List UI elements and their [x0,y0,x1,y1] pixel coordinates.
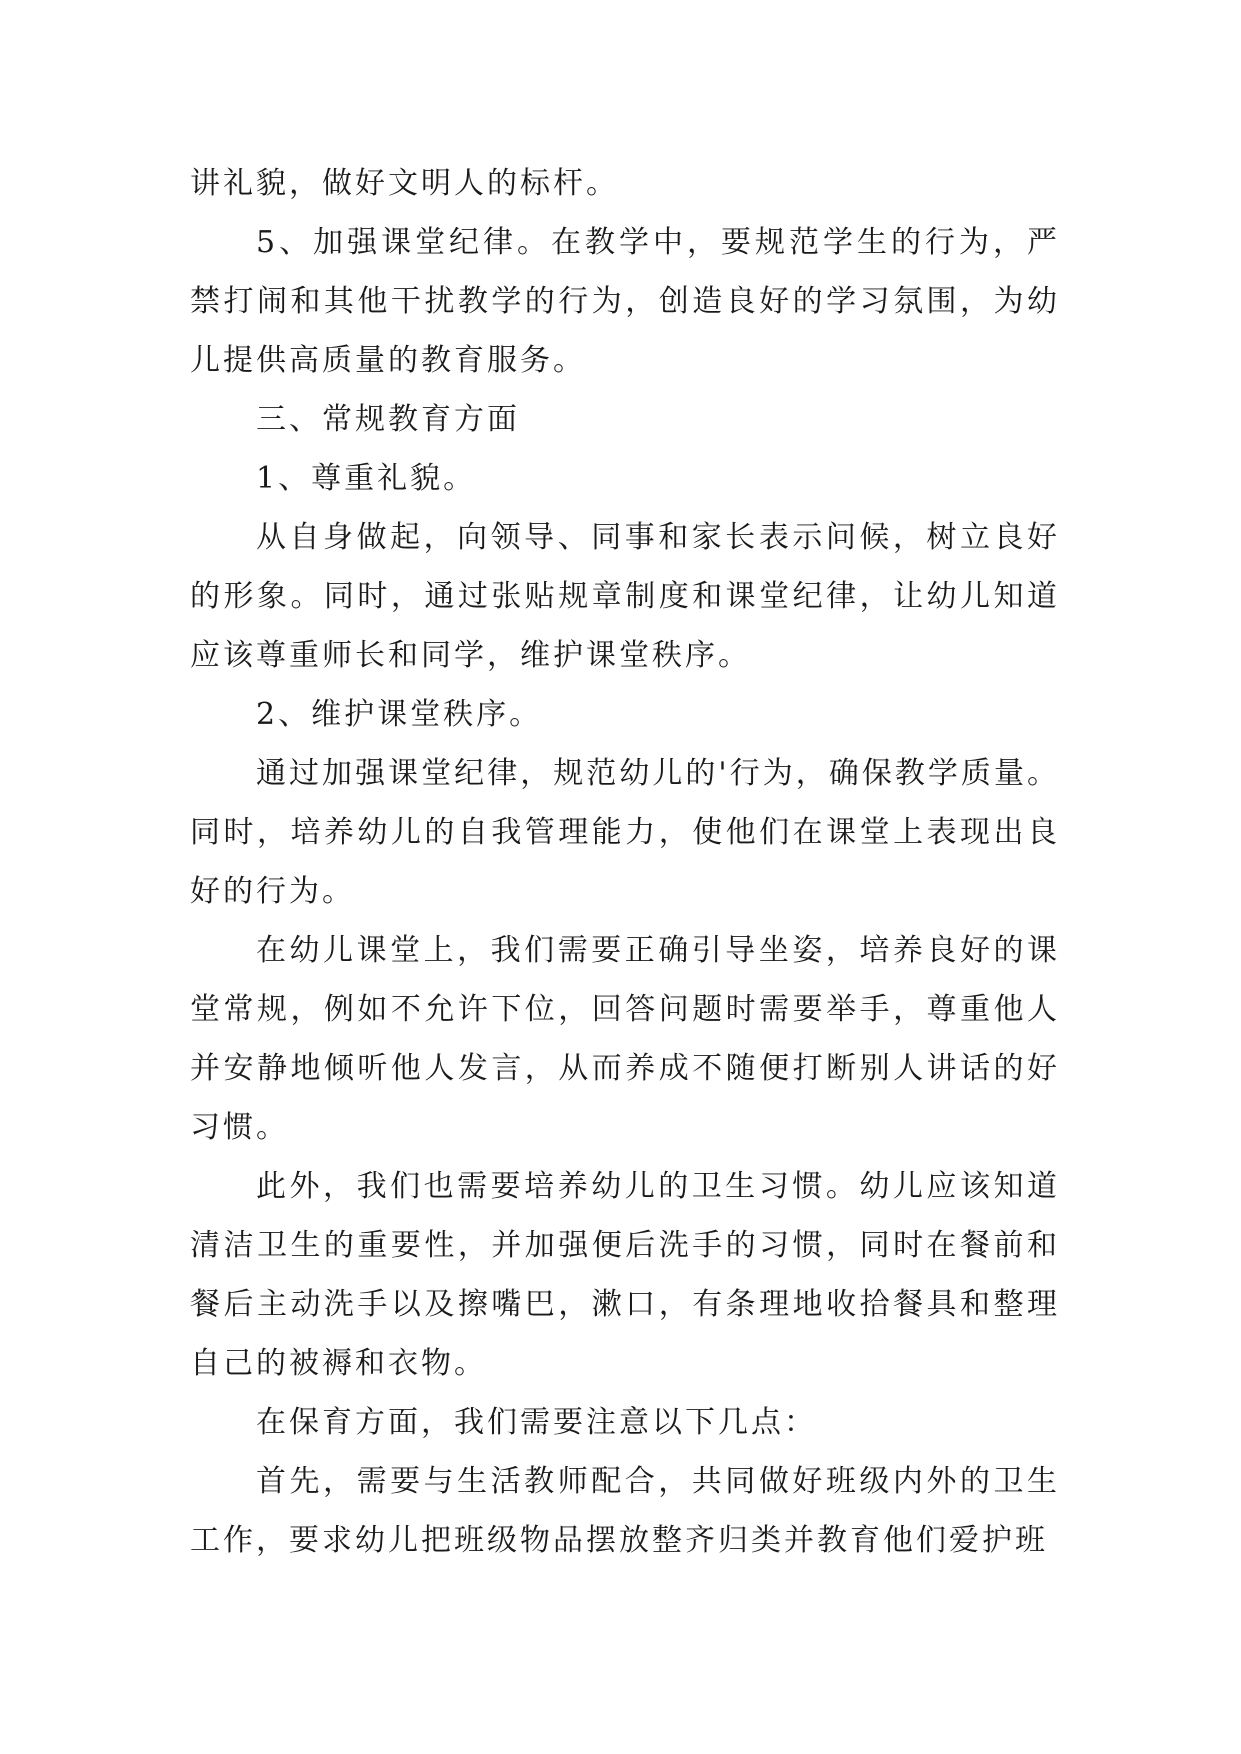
subheading-2: 2、维护课堂秩序。 [256,697,543,732]
paragraph-classroom: 在幼儿课堂上，我们需要正确引导坐姿，培养良好的课堂常规，例如不允许下位，回答问题时需要举手，尊重他人并安静地倾听他人发言，从而养成不随便打断别人讲话的好习惯。 [190,933,1060,1145]
paragraph-respect: 从自身做起，向领导、同事和家长表示问候，树立良好的形象。同时，通过张贴规章制度和课堂纪律，让幼儿知道应该尊重师长和同学，维护课堂秩序。 [190,520,1060,673]
paragraph-hygiene: 此外，我们也需要培养幼儿的卫生习惯。幼儿应该知道清洁卫生的重要性，并加强便后洗手的习惯，同时在餐前和餐后主动洗手以及擦嘴巴，漱口，有条理地收拾餐具和整理自己的被褥和衣物。 [190,1169,1060,1381]
document-body [190,154,1060,1570]
paragraph-first: 首先，需要与生活教师配合，共同做好班级内外的卫生工作，要求幼儿把班级物品摆放整齐归类并教育他们爱护班 [190,1464,1060,1558]
section-heading-3: 三、常规教育方面 [256,402,520,437]
paragraph-discipline: 通过加强课堂纪律，规范幼儿的'行为，确保教学质量。同时，培养幼儿的自我管理能力，使他们在课堂上表现出良好的行为。 [190,756,1060,909]
paragraph-care-intro: 在保育方面，我们需要注意以下几点： [256,1405,817,1440]
paragraph-continuation: 讲礼貌，做好文明人的标杆。 [190,166,619,201]
paragraph-item-5: 5、加强课堂纪律。在教学中，要规范学生的行为，严禁打闹和其他干扰教学的行为，创造良好的学习氛围，为幼儿提供高质量的教育服务。 [190,225,1060,378]
subheading-1: 1、尊重礼貌。 [256,461,477,496]
